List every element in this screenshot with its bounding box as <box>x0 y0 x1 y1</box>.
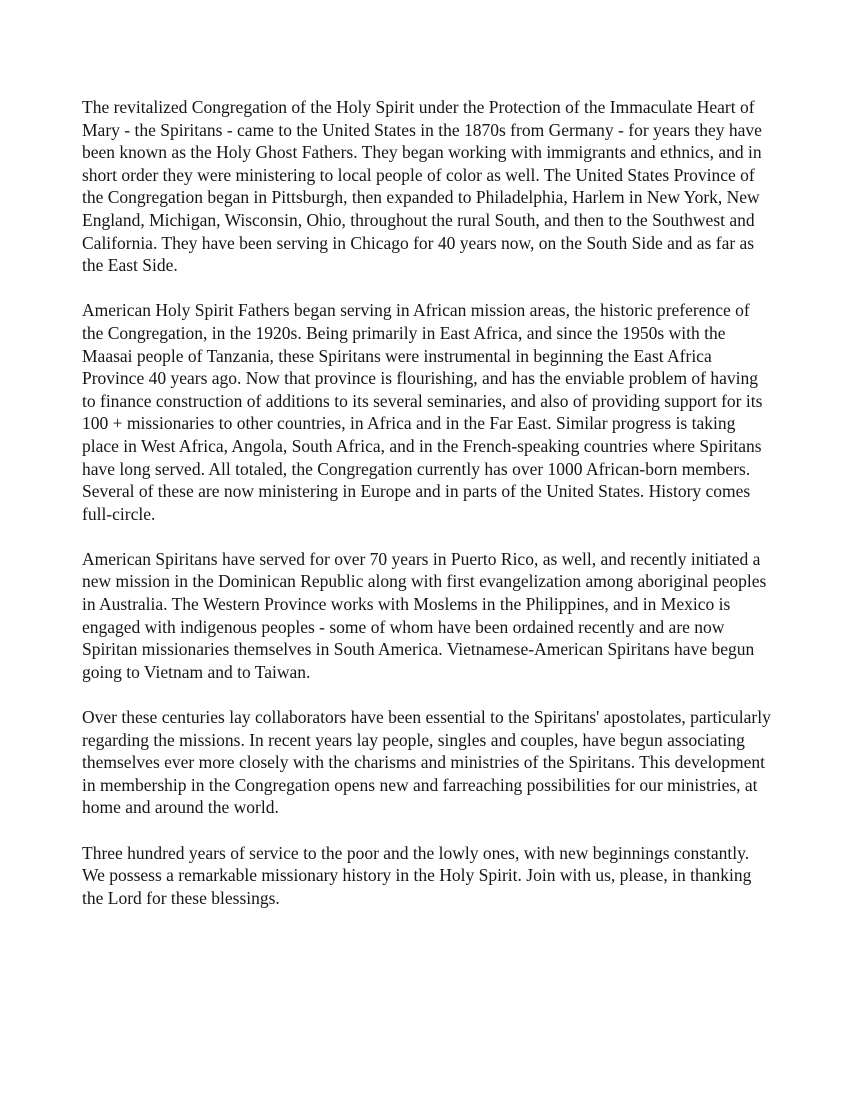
paragraph-history-us-province: The revitalized Congregation of the Holy Spirit under the Protection of the Immaculate Heart of Mary - the Spiritans - came to the United States in the 1870s from Germany - for years they have been known as the Holy Ghost Fathers. They began working with immigrants and ethnics, and in short order they were ministering to local people of color as well. The United States Province of the Congregation began in Pittsburgh, then expanded to Philadelphia, Harlem in New York, New England, Michigan, Wisconsin, Ohio, throughout the rural South, and then to the Southwest and California. They have been serving in Chicago for 40 years now, on the South Side and as far as the East Side. <box>82 97 762 276</box>
paragraph-lay-collaborators: Over these centuries lay collaborators have been essential to the Spiritans' apostolates, particularly regarding the missions. In recent years lay people, singles and couples, have begun associating themselves ever more closely with the charisms and ministries of the Spiritans. This development in membership in the Congregation opens new and farreaching possibilities for our ministries, at home and around the world. <box>82 707 771 818</box>
paragraph-closing: Three hundred years of service to the poor and the lowly ones, with new beginnings constantly. We possess a remarkable missionary history in the Holy Spirit. Join with us, please, in thanking the Lord for these blessings. <box>82 842 752 908</box>
document-text <box>82 96 772 909</box>
paragraph-african-missions: American Holy Spirit Fathers began serving in African mission areas, the historic preference of the Congregation, in the 1920s. Being primarily in East Africa, and since the 1950s with the Maasai people of Tanzania, these Spiritans were instrumental in beginning the East Africa Province 40 years ago. Now that province is flourishing, and has the enviable problem of having to finance construction of additions to its several seminaries, and also of providing support for its 100 + missionaries to other countries, in Africa and in the Far East. Similar progress is taking place in West Africa, Angola, South Africa, and in the French-speaking countries where Spiritans have long served. All totaled, the Congregation currently has over 1000 African-born members. Several of these are now ministering in Europe and in parts of the United States. History comes full-circle. <box>82 300 763 524</box>
paragraph-global-missions: American Spiritans have served for over 70 years in Puerto Rico, as well, and recently initiated a new mission in the Dominican Republic along with first evangelization among aboriginal peoples in Australia. The Western Province works with Moslems in the Philippines, and in Mexico is engaged with indigenous peoples - some of whom have been ordained recently and are now Spiritan missionaries themselves in South America. Vietnamese-American Spiritans have begun going to Vietnam and to Taiwan. <box>82 548 767 682</box>
